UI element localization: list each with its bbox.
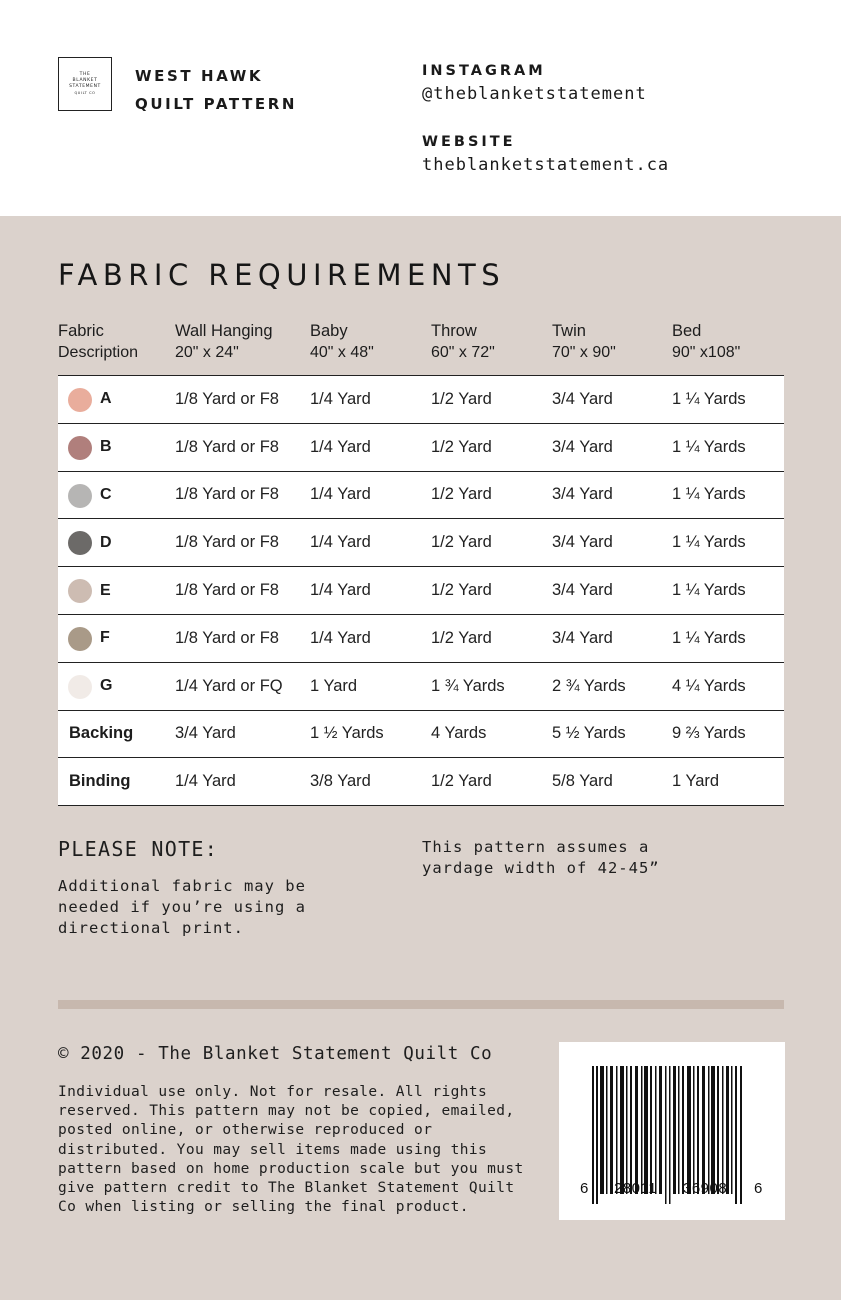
logo-text-2: BLANKET bbox=[72, 78, 98, 83]
table-row bbox=[58, 472, 784, 520]
table-cell: 1/4 Yard bbox=[310, 485, 371, 504]
column-header-size: 90" x108" bbox=[672, 344, 741, 361]
table-row bbox=[58, 711, 784, 759]
table-cell: 1/2 Yard bbox=[431, 628, 492, 647]
table-cell: 5 ½ Yards bbox=[552, 724, 626, 743]
table-cell: 1/8 Yard or F8 bbox=[175, 533, 279, 552]
note-heading: PLEASE NOTE: bbox=[58, 837, 219, 861]
barcode-first-digit: 6 bbox=[580, 1180, 589, 1197]
table-cell: 3/4 Yard bbox=[552, 581, 613, 600]
table-cell: 1/4 Yard bbox=[310, 533, 371, 552]
table-cell: 1 ¼ Yards bbox=[672, 581, 746, 600]
table-cell: 1 ¼ Yards bbox=[672, 628, 746, 647]
fabric-swatch-d bbox=[68, 531, 92, 555]
note-yardage-width: This pattern assumes a yardage width of 42-45” bbox=[422, 838, 660, 877]
instagram-label: INSTAGRAM bbox=[422, 63, 546, 79]
table-cell: 1/2 Yard bbox=[431, 581, 492, 600]
table-cell: 1 ¼ Yards bbox=[672, 437, 746, 456]
barcode-last-digit: 6 bbox=[754, 1180, 763, 1197]
barcode-group-2: 36908 bbox=[683, 1180, 728, 1197]
column-header-twin bbox=[552, 321, 616, 363]
instagram-block bbox=[422, 60, 647, 106]
website-label: WEBSITE bbox=[422, 134, 516, 150]
barcode-group-1: 28011 bbox=[614, 1180, 658, 1197]
pattern-name bbox=[135, 62, 297, 118]
table-cell: 1/4 Yard or FQ bbox=[175, 676, 283, 695]
table-cell: 1/8 Yard or F8 bbox=[175, 581, 279, 600]
column-header-size: 20" x 24" bbox=[175, 344, 239, 361]
fabric-swatch-a bbox=[68, 388, 92, 412]
fabric-swatch-f bbox=[68, 627, 92, 651]
fabric-swatch-b bbox=[68, 436, 92, 460]
logo-text-3: STATEMENT bbox=[69, 84, 101, 89]
fabric-label: A bbox=[100, 390, 112, 408]
column-header-name: Wall Hanging bbox=[175, 322, 273, 340]
logo-text-4: QUILT CO bbox=[74, 91, 96, 95]
table-cell: 1 ¾ Yards bbox=[431, 676, 505, 695]
website-url[interactable]: theblanketstatement.ca bbox=[422, 155, 670, 175]
header bbox=[0, 0, 841, 216]
table-cell: 1 Yard bbox=[672, 772, 720, 791]
table-cell: 9 ⅔ Yards bbox=[672, 724, 746, 743]
column-header-bed bbox=[672, 321, 740, 363]
barcode-bars bbox=[559, 1042, 785, 1220]
table-row bbox=[58, 424, 784, 472]
table-row bbox=[58, 663, 784, 711]
section-divider bbox=[58, 1000, 784, 1009]
table-cell: 1 ¼ Yards bbox=[672, 485, 746, 504]
table-cell: 1/4 Yard bbox=[310, 628, 371, 647]
table-row bbox=[58, 615, 784, 663]
table-cell: 1/2 Yard bbox=[431, 772, 492, 791]
pattern-name-line1: WEST HAWK bbox=[135, 67, 264, 85]
fabric-label: D bbox=[100, 533, 112, 551]
fabric-label: E bbox=[100, 581, 111, 599]
note-directional-print: Additional fabric may be needed if you’re using a directional print. bbox=[58, 877, 306, 937]
column-header-size: 60" x 72" bbox=[431, 344, 495, 361]
legal-notice: Individual use only. Not for resale. All rights reserved. This pattern may not be copied, emailed, posted online, or otherwise reproduced or distributed. You may sell items made using this pattern based on home production scale but you must give pattern credit to The Blanket Statement Quilt Co when listing or selling the final product. bbox=[58, 1084, 524, 1216]
table-row bbox=[58, 567, 784, 615]
fabric-label: C bbox=[100, 485, 112, 503]
table-cell: 1/4 Yard bbox=[175, 772, 236, 791]
table-cell: 1/8 Yard or F8 bbox=[175, 437, 279, 456]
table-cell: 5/8 Yard bbox=[552, 772, 613, 791]
column-header-name: Bed bbox=[672, 322, 702, 340]
logo-text-1: THE bbox=[79, 72, 91, 77]
fabric-label: B bbox=[100, 438, 112, 456]
column-header-name: Baby bbox=[310, 322, 348, 340]
table-cell: 1/2 Yard bbox=[431, 389, 492, 408]
column-header-sub: Description bbox=[58, 344, 139, 361]
table-cell: 1/2 Yard bbox=[431, 533, 492, 552]
brand-logo bbox=[58, 57, 112, 111]
column-header-throw bbox=[431, 321, 495, 363]
table-cell: 1/8 Yard or F8 bbox=[175, 389, 279, 408]
row-label-backing: Backing bbox=[69, 724, 134, 743]
table-cell: 1/4 Yard bbox=[310, 581, 371, 600]
table-cell: 2 ¾ Yards bbox=[552, 676, 626, 695]
table-cell: 3/4 Yard bbox=[175, 724, 236, 743]
column-header-name: Fabric bbox=[58, 322, 104, 340]
fabric-swatch-e bbox=[68, 579, 92, 603]
column-header-name: Twin bbox=[552, 322, 586, 340]
column-header-fabric bbox=[58, 321, 138, 363]
column-header-wall-hanging bbox=[175, 321, 273, 363]
table-cell: 1/4 Yard bbox=[310, 389, 371, 408]
table-cell: 1 ½ Yards bbox=[310, 724, 384, 743]
table-cell: 1/8 Yard or F8 bbox=[175, 628, 279, 647]
barcode bbox=[559, 1042, 785, 1220]
table-cell: 1/2 Yard bbox=[431, 485, 492, 504]
column-header-size: 40" x 48" bbox=[310, 344, 374, 361]
fabric-swatch-g bbox=[68, 675, 92, 699]
table-cell: 1 ¼ Yards bbox=[672, 389, 746, 408]
fabric-swatch-c bbox=[68, 484, 92, 508]
pattern-name-line2: QUILT PATTERN bbox=[135, 95, 298, 113]
fabric-label: G bbox=[100, 677, 113, 695]
website-block bbox=[422, 131, 669, 177]
table-cell: 1/2 Yard bbox=[431, 437, 492, 456]
column-header-baby bbox=[310, 321, 374, 363]
table-cell: 3/4 Yard bbox=[552, 389, 613, 408]
table-cell: 3/8 Yard bbox=[310, 772, 371, 791]
row-label-binding: Binding bbox=[69, 772, 131, 791]
copyright-line: © 2020 - The Blanket Statement Quilt Co bbox=[58, 1044, 493, 1064]
table-cell: 3/4 Yard bbox=[552, 437, 613, 456]
section-title: FABRIC REQUIREMENTS bbox=[58, 258, 506, 292]
table-cell: 3/4 Yard bbox=[552, 533, 613, 552]
fabric-requirements-table bbox=[58, 375, 784, 806]
table-cell: 1/8 Yard or F8 bbox=[175, 485, 279, 504]
table-row bbox=[58, 519, 784, 567]
table-cell: 4 Yards bbox=[431, 724, 487, 743]
table-row bbox=[58, 758, 784, 806]
column-header-size: 70" x 90" bbox=[552, 344, 616, 361]
table-cell: 4 ¼ Yards bbox=[672, 676, 746, 695]
instagram-handle[interactable]: @theblanketstatement bbox=[422, 84, 647, 104]
fabric-label: F bbox=[100, 629, 110, 647]
table-cell: 1 Yard bbox=[310, 676, 358, 695]
table-cell: 1/4 Yard bbox=[310, 437, 371, 456]
table-cell: 3/4 Yard bbox=[552, 485, 613, 504]
table-cell: 1 ¼ Yards bbox=[672, 533, 746, 552]
table-row bbox=[58, 376, 784, 424]
column-header-name: Throw bbox=[431, 322, 477, 340]
table-cell: 3/4 Yard bbox=[552, 628, 613, 647]
